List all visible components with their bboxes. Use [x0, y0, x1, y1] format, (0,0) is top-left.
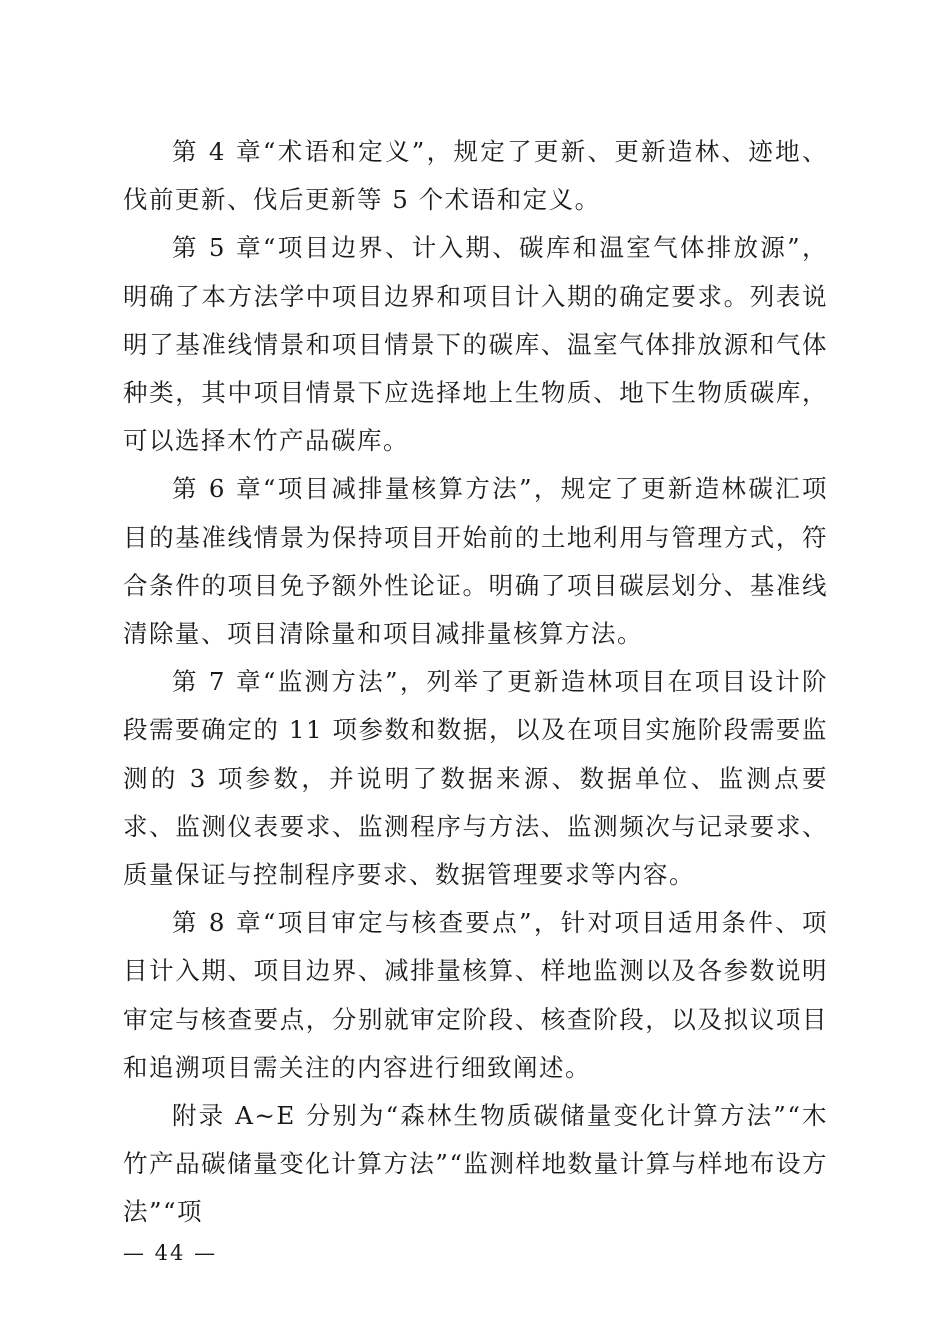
paragraph-appendix: 附录 A~E 分别为“森林生物质碳储量变化计算方法”“木竹产品碳储量变化计算方法”“监测样地数量计算与样地布设方法”“项: [123, 1101, 828, 1227]
paragraph-chapter-7: 第 7 章“监测方法”，列举了更新造林项目在项目设计阶段需要确定的 11 项参数和数据，以及在项目实施阶段需要监测的 3 项参数，并说明了数据来源、数据单位、监测点要求、监测仪表要求、监测程序与方法、监测频次与记录要求、质量保证与控制程序要求、数据管理要求等内容。: [123, 667, 828, 890]
paragraph-chapter-5: 第 5 章“项目边界、计入期、碳库和温室气体排放源”，明确了本方法学中项目边界和项目计入期的确定要求。列表说明了基准线情景和项目情景下的碳库、温室气体排放源和气体种类，其中项目情景下应选择地上生物质、地下生物质碳库，可以选择木竹产品碳库。: [123, 233, 828, 456]
paragraph-chapter-4: 第 4 章“术语和定义”，规定了更新、更新造林、迹地、伐前更新、伐后更新等 5 个术语和定义。: [123, 137, 828, 215]
paragraph-chapter-6: 第 6 章“项目减排量核算方法”，规定了更新造林碳汇项目的基准线情景为保持项目开始前的土地利用与管理方式，符合条件的项目免予额外性论证。明确了项目碳层划分、基准线清除量、项目清除量和项目减排量核算方法。: [123, 474, 828, 649]
page-number: — 44 —: [123, 1241, 218, 1265]
paragraph-chapter-8: 第 8 章“项目审定与核查要点”，针对项目适用条件、项目计入期、项目边界、减排量核算、样地监测以及各参数说明审定与核查要点，分别就审定阶段、核查阶段，以及拟议项目和追溯项目需关注的内容进行细致阐述。: [123, 908, 828, 1082]
document-body: [123, 128, 828, 1237]
